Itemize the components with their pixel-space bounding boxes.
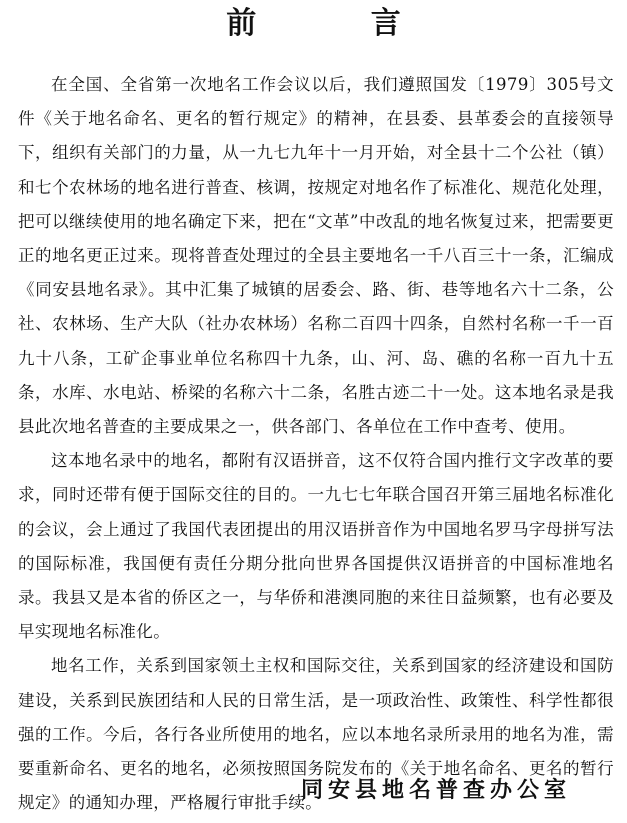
signature: 同安县地名普查办公室 [300, 777, 571, 803]
document-body [18, 68, 614, 820]
paragraph-1: 在全国、全省第一次地名工作会议以后，我们遵照国发〔1979〕305号文件《关于地名命名、更名的暂行规定》的精神，在县委、县革委会的直接领导下，组织有关部门的力量，从一九七九年十一月开始，对全县十二个公社（镇）和七个农林场的地名进行普查、核调，按规定对地名作了标准化、规范化处理，把可以继续使用的地名确定下来，把在“文革”中改乱的地名恢复过来，把需要更正的地名更正过来。现将普查处理过的全县主要地名一千八百三十一条，汇编成《同安县地名录》。其中汇集了城镇的居委会、路、街、巷等地名六十二条，公社、农林场、生产大队（社办农林场）名称二百四十四条，自然村名称一千一百九十八条，工矿企事业单位名称四十九条，山、河、岛、礁的名称一百九十五条，水库、水电站、桥梁的名称六十二条，名胜古迹二十一处。这本地名录是我县此次地名普查的主要成果之一，供各部门、各单位在工作中查考、使用。 [18, 75, 614, 437]
paragraph-2: 这本地名录中的地名，都附有汉语拼音，这不仅符合国内推行文字改革的要求，同时还带有便于国际交往的目的。一九七七年联合国召开第三届地名标准化的会议，会上通过了我国代表团提出的用汉语拼音作为中国地名罗马字母拼写法的国际标准，我国便有责任分期分批向世界各国提供汉语拼音的中国标准地名录。我县又是本省的侨区之一，与华侨和港澳同胞的来往日益频繁，也有必要及早实现地名标准化。 [18, 451, 614, 642]
page-title: 前 言 [226, 6, 453, 41]
paragraph-3: 地名工作，关系到国家领土主权和国际交往，关系到国家的经济建设和国防建设，关系到民族团结和人民的日常生活，是一项政治性、政策性、科学性都很强的工作。今后，各行各业所使用的地名，应以本地名录所录用的地名为准，需要重新命名、更名的地名，必须按照国务院发布的《关于地名命名、更名的暂行规定》的通知办理，严格履行审批手续。 [18, 656, 614, 813]
